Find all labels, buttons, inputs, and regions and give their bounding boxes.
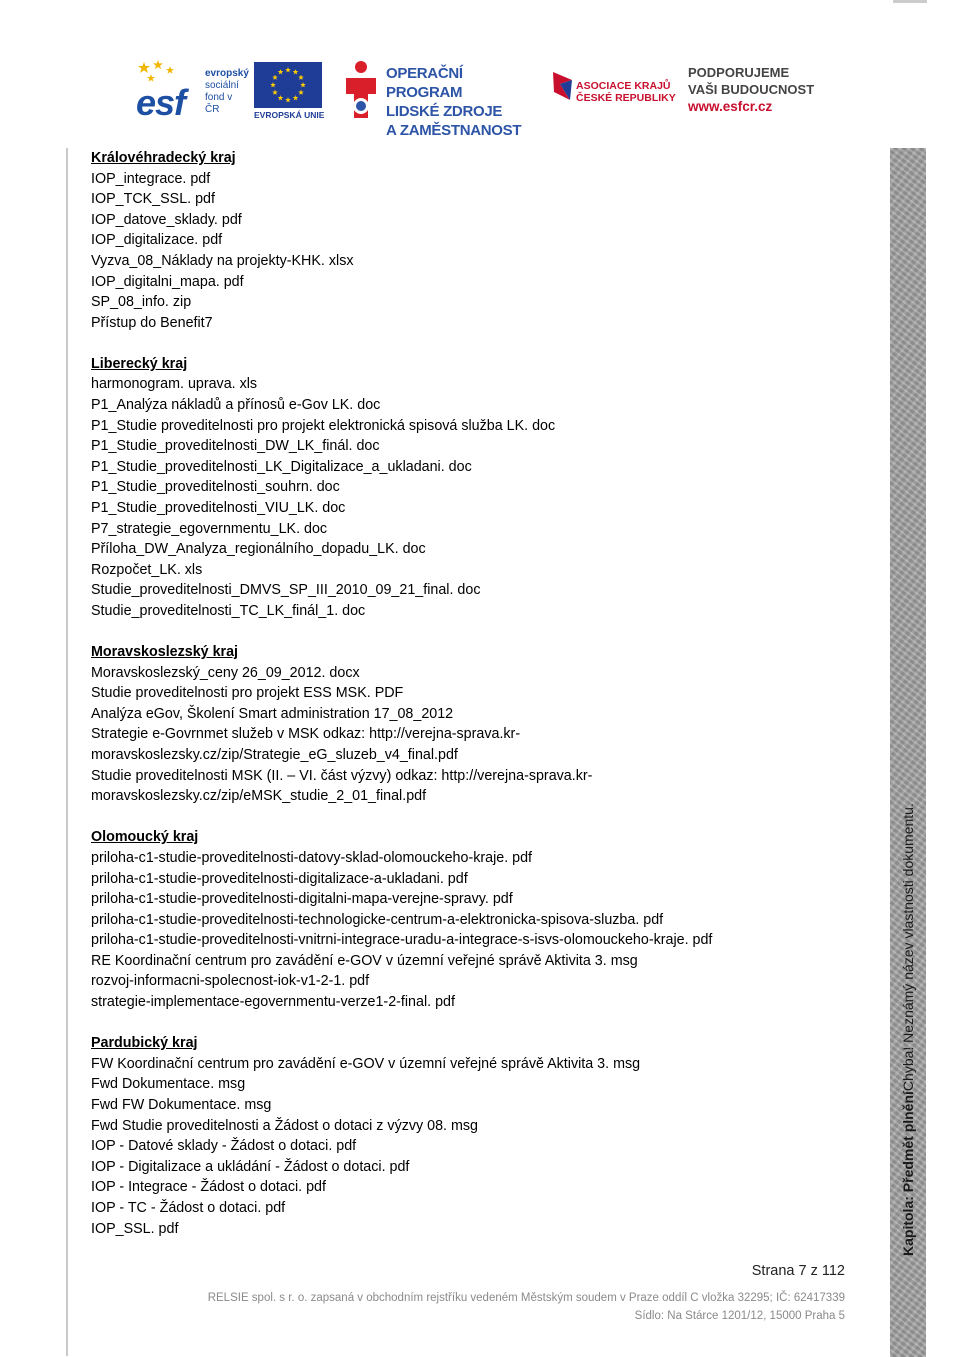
asociace-kraju-logo <box>550 66 676 112</box>
file-list-item: IOP_datove_sklady. pdf <box>91 211 242 228</box>
op-title <box>386 64 542 140</box>
section-heading: Moravskoslezský kraj <box>91 644 239 661</box>
section-heading: Olomoucký kraj <box>91 829 199 846</box>
ak-line1: ASOCIACE KRAJŮ <box>576 80 671 92</box>
pod-line2: VAŠI BUDOUCNOST <box>688 82 815 97</box>
file-list-item: strategie-implementace-egovernmentu-verze1-2-final. pdf <box>91 994 455 1011</box>
file-list-item: Analýza eGov, Školení Smart administration 17_08_2012 <box>91 705 454 722</box>
file-list-item: Fwd Dokumentace. msg <box>91 1076 246 1093</box>
file-list-item: priloha-c1-studie-proveditelnosti-technologicke-centrum-a-elektronicka-spisova-sluzba. pdf <box>91 911 664 928</box>
left-rule <box>66 148 68 1356</box>
file-list-item: P1_Studie_proveditelnosti_DW_LK_finál. doc <box>91 438 380 455</box>
region-section <box>91 642 881 807</box>
op-line2: LIDSKÉ ZDROJE <box>386 103 503 120</box>
top-corner-mark <box>893 0 927 3</box>
file-list-item: SP_08_info. zip <box>91 294 192 311</box>
file-list-item: P1_Studie_proveditelnosti_LK_Digitalizace_a_ukladani. doc <box>91 458 472 475</box>
header-logos <box>0 58 960 139</box>
file-list-item: IOP_digitalni_mapa. pdf <box>91 273 244 290</box>
file-list-item: priloha-c1-studie-proveditelnosti-digitalizace-a-ukladani. pdf <box>91 870 468 887</box>
ak-emblem-icon <box>550 70 576 104</box>
file-list-item: Studie_proveditelnosti_DMVS_SP_III_2010_09_21_final. doc <box>91 582 481 599</box>
file-list-item: P7_strategie_egovernmentu_LK. doc <box>91 520 328 537</box>
op-lzz-logo <box>342 60 542 139</box>
section-heading: Liberecký kraj <box>91 355 188 372</box>
file-list-item: RE Koordinační centrum pro zavádění e-GOV v územní veřejné správě Aktivita 3. msg <box>91 952 638 969</box>
file-list-item: priloha-c1-studie-proveditelnosti-datovy-sklad-olomouckeho-kraje. pdf <box>91 849 533 866</box>
eu-flag-icon <box>254 62 322 108</box>
page-number: Strana 7 z 112 <box>751 1263 845 1279</box>
file-list-item: Studie_proveditelnosti_TC_LK_finál_1. doc <box>91 602 366 619</box>
esf-subtitle <box>205 68 249 116</box>
file-list-item: IOP - Datové sklady - Žádost o dotaci. pdf <box>91 1138 357 1155</box>
esf-wordmark: esf <box>136 82 186 123</box>
file-list-item: P1_Analýza nákladů a přínosů e-Gov LK. doc <box>91 397 381 414</box>
eu-caption: EVROPSKÁ UNIE <box>254 110 325 120</box>
file-list-item: P1_Studie_proveditelnosti_VIU_LK. doc <box>91 500 346 516</box>
side-chapter-label <box>890 160 926 1260</box>
file-list-item: Studie proveditelnosti pro projekt ESS MSK. PDF <box>91 685 404 702</box>
file-list-item: priloha-c1-studie-proveditelnosti-digitalni-mapa-verejne-spravy. pdf <box>91 891 513 908</box>
file-list-item: Studie proveditelnosti MSK (II. – VI. část výzvy) odkaz: http://verejna-sprava.kr- <box>91 767 593 784</box>
file-list-item: IOP - Digitalizace a ukládání - Žádost o dotaci. pdf <box>91 1158 410 1175</box>
file-list-item: IOP - TC - Žádost o dotaci. pdf <box>91 1199 286 1216</box>
file-list-item: priloha-c1-studie-proveditelnosti-vnitrni-integrace-uradu-a-integrace-s-isvs-olomouckeho-kraje. pdf <box>91 932 713 949</box>
file-list-item: P1_Studie proveditelnosti pro projekt elektronická spisová služba LK. doc <box>91 417 556 434</box>
esf-line3: fond v ČR <box>205 92 233 115</box>
file-list-item: Fwd Studie proveditelnosti a Žádost o dotaci z výzvy 08. msg <box>91 1117 478 1134</box>
file-list-item: Strategie e-Govrnmet služeb v MSK odkaz: http://verejna-sprava.kr- <box>91 726 521 743</box>
file-list-item: IOP_TCK_SSL. pdf <box>91 191 215 208</box>
file-list-item: moravskoslezsky.cz/zip/eMSK_studie_2_01_final.pdf <box>91 788 427 805</box>
ak-title <box>576 80 676 104</box>
region-section <box>91 148 881 333</box>
esf-line1: evropský <box>205 68 249 79</box>
file-list-item: IOP - Integrace - Žádost o dotaci. pdf <box>91 1179 326 1196</box>
eu-logo <box>254 62 325 122</box>
file-list-item: Fwd FW Dokumentace. msg <box>91 1096 272 1113</box>
op-figure-icon <box>342 60 380 120</box>
footer-address: Sídlo: Na Stárce 1201/12, 15000 Praha 5 <box>634 1310 845 1322</box>
file-list-item: Moravskoslezský_ceny 26_09_2012. docx <box>91 664 360 681</box>
op-line1: OPERAČNÍ PROGRAM <box>386 65 463 101</box>
region-section <box>91 354 881 622</box>
document-body <box>91 148 881 1260</box>
file-list-item: IOP_digitalizace. pdf <box>91 232 223 249</box>
file-list-item: Příloha_DW_Analyza_regionálního_dopadu_LK. doc <box>91 541 426 558</box>
file-list-item: Rozpočet_LK. xls <box>91 561 203 578</box>
file-list-item: IOP_SSL. pdf <box>91 1220 179 1237</box>
side-error-text: Chyba! Neznámý název vlastnosti dokumentu. <box>900 803 916 1092</box>
esf-line2: sociální <box>205 80 239 91</box>
esf-logo <box>136 60 248 122</box>
section-heading: Královéhradecký kraj <box>91 150 236 166</box>
ak-line2: ČESKÉ REPUBLIKY <box>576 92 676 104</box>
file-list-item: moravskoslezsky.cz/zip/Strategie_eG_sluzeb_v4_final.pdf <box>91 747 458 764</box>
file-list-item: IOP_integrace. pdf <box>91 170 211 187</box>
file-list-item: harmonogram. uprava. xls <box>91 376 258 393</box>
podporujeme-logo <box>688 64 828 124</box>
pod-line1: PODPORUJEME <box>688 65 790 80</box>
region-section <box>91 827 881 1012</box>
footer-company: RELSIE spol. s r. o. zapsaná v obchodním rejstříku vedeném Městským soudem v Praze oddíl C vložka 32295; IČ: 62417339 <box>207 1292 845 1304</box>
esf-url-link[interactable]: www.esfcr.cz <box>688 99 773 114</box>
side-chapter-title: Kapitola: Předmět plnění <box>900 1091 916 1256</box>
file-list-item: rozvoj-informacni-spolecnost-iok-v1-2-1. pdf <box>91 973 370 990</box>
op-line3: A ZAMĚSTNANOST <box>386 122 522 139</box>
section-heading: Pardubický kraj <box>91 1035 198 1052</box>
file-list-item: P1_Studie_proveditelnosti_souhrn. doc <box>91 479 340 496</box>
file-list-item: FW Koordinační centrum pro zavádění e-GOV v územní veřejné správě Aktivita 3. msg <box>91 1055 641 1072</box>
file-list-item: Vyzva_08_Náklady na projekty-KHK. xlsx <box>91 252 354 269</box>
region-section <box>91 1033 881 1239</box>
file-list-item: Přístup do Benefit7 <box>91 314 213 331</box>
